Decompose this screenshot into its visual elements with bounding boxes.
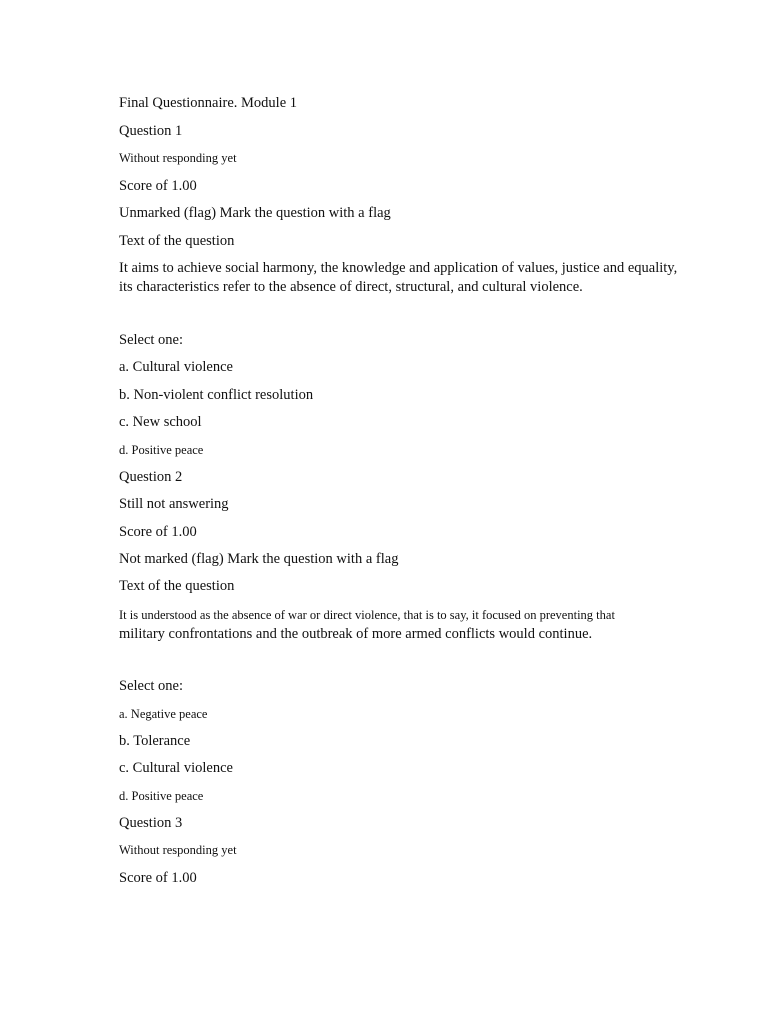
question-2-score: Score of 1.00 — [119, 524, 197, 540]
question-1-option-c: c. New school — [119, 414, 202, 430]
question-2-flag-text: Not marked (flag) Mark the question with a flag — [119, 551, 399, 567]
question-1-score: Score of 1.00 — [119, 178, 197, 194]
question-1-status: Without responding yet — [119, 151, 237, 165]
document-title: Final Questionnaire. Module 1 — [119, 95, 298, 111]
question-1-flag-text: Unmarked (flag) Mark the question with a flag — [119, 205, 391, 221]
question-2-text — [119, 606, 679, 643]
question-2-prompt: Select one: — [119, 678, 184, 694]
question-1-option-a: a. Cultural violence — [119, 359, 233, 375]
question-1-option-b: b. Non-violent conflict resolution — [119, 387, 314, 403]
question-3-heading: Question 3 — [119, 815, 183, 831]
question-3-status: Without responding yet — [119, 843, 237, 857]
question-2-heading: Question 2 — [119, 469, 183, 485]
question-1-option-d: d. Positive peace — [119, 443, 204, 457]
question-2-status: Still not answering — [119, 496, 229, 512]
question-1-text-label: Text of the question — [119, 233, 235, 249]
question-3-score: Score of 1.00 — [119, 870, 197, 886]
question-2-option-b: b. Tolerance — [119, 733, 191, 749]
question-2-text-label: Text of the question — [119, 578, 235, 594]
question-1-heading: Question 1 — [119, 123, 183, 139]
question-2-text-part2: military confrontations and the outbreak of more armed conflicts would continue. — [119, 625, 593, 642]
question-2-text-part1: It is understood as the absence of war or direct violence, that is to say, it focused on preventing that — [119, 608, 615, 622]
question-2-option-a: a. Negative peace — [119, 707, 208, 721]
question-1-prompt: Select one: — [119, 332, 184, 348]
question-2-option-c: c. Cultural violence — [119, 760, 233, 776]
question-2-option-d: d. Positive peace — [119, 789, 204, 803]
question-1-text: It aims to achieve social harmony, the knowledge and application of values, justice and equality, its characteristics refer to the absence of direct, structural, and cultural violence. — [119, 260, 678, 295]
